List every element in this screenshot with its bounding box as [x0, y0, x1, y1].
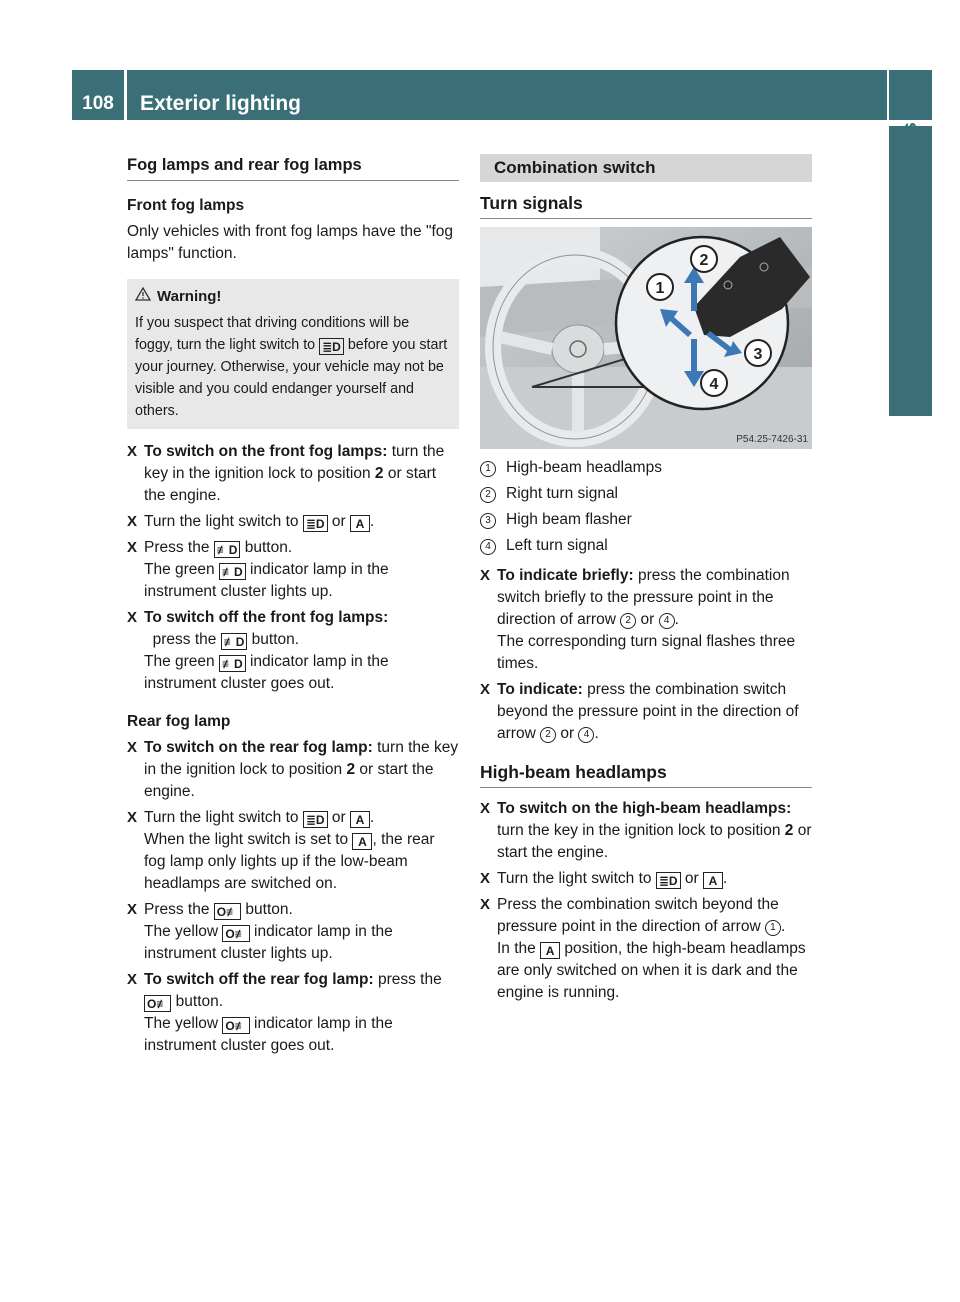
step-marker-icon: X — [480, 681, 491, 698]
step-text: Press the combination switch beyond the pressure point in the direction of arrow — [497, 896, 779, 935]
rear-fog-symbol: O≢ — [144, 995, 171, 1012]
front-step-2: X Turn the light switch to ≣D or A . — [127, 513, 375, 531]
step-marker-icon: X — [127, 809, 138, 826]
legend-label: High-beam headlamps — [506, 459, 662, 476]
step-text: Press the — [144, 901, 214, 918]
step-text: Turn the light switch to — [144, 809, 303, 826]
page-title: Exterior lighting — [140, 92, 302, 115]
combination-switch-band: Combination switch — [480, 154, 812, 182]
step-bold: To switch on the front fog lamps: — [144, 443, 388, 460]
step-text: or — [327, 513, 350, 530]
low-beam-symbol: ≣D — [303, 811, 328, 828]
step-text: or — [556, 725, 579, 742]
front-step-4 — [127, 607, 459, 695]
step-text: button. — [241, 901, 293, 918]
legend-item — [480, 507, 812, 533]
step-text: Turn the light switch to — [144, 513, 303, 530]
position-number: 2 — [784, 822, 794, 839]
step-text: or — [327, 809, 350, 826]
rear-fog-symbol: O≢ — [222, 925, 249, 942]
legend-item — [480, 481, 812, 507]
step-text: The corresponding turn signal flashes three times. — [497, 633, 796, 672]
step-marker-icon: X — [127, 971, 138, 988]
step-bold: To switch on the high-beam headlamps: — [497, 800, 792, 817]
position-number: 2 — [346, 761, 356, 778]
low-beam-symbol: ≣D — [656, 872, 681, 889]
step-text: When the light switch is set to — [144, 831, 353, 848]
step-text: button. — [240, 539, 293, 556]
step-marker-icon: X — [127, 739, 138, 756]
legend-label: Left turn signal — [506, 537, 608, 554]
high-step-2: X Turn the light switch to ≣D or A . — [480, 870, 728, 888]
legend-item — [480, 455, 812, 481]
step-bold: To switch off the rear fog lamp: — [144, 971, 374, 988]
step-text: The yellow — [144, 923, 223, 940]
auto-symbol: A — [540, 942, 560, 959]
step-text: press the combination switch briefly to the pressure point in the direction of arrow — [497, 567, 790, 628]
step-text: The green — [144, 653, 219, 670]
step-text: or — [680, 870, 703, 887]
step-marker-icon: X — [127, 901, 138, 918]
rear-fog-symbol: O≢ — [222, 1017, 249, 1034]
step-marker-icon: X — [480, 896, 491, 913]
front-step-1 — [127, 441, 459, 507]
steering-wheel-illustration — [480, 227, 812, 449]
front-step-3 — [127, 537, 459, 603]
step-text: The yellow — [144, 1015, 223, 1032]
auto-symbol: A — [352, 833, 372, 850]
figure-code: P54.25-7426-31 — [736, 434, 808, 445]
step-text: button. — [247, 631, 300, 648]
legend-number: 1 — [480, 461, 496, 477]
step-text: . — [594, 725, 599, 742]
arrow-4-ref: 4 — [578, 727, 594, 743]
step-marker-icon: X — [127, 609, 138, 626]
rear-step-4 — [127, 969, 459, 1057]
step-text: . — [674, 611, 679, 628]
step-text: indicator lamp in the instrument cluster goes out. — [144, 1015, 393, 1054]
step-text: button. — [171, 993, 224, 1010]
step-text: Turn the light switch to — [497, 870, 656, 887]
step-text: or start the engine. — [144, 465, 437, 504]
turn-step-2 — [480, 679, 812, 745]
rear-step-1 — [127, 737, 459, 803]
step-text: indicator lamp in the instrument cluster goes out. — [144, 653, 389, 692]
arrow-2-ref: 2 — [540, 727, 556, 743]
step-text: turn the key in the ignition lock to position — [144, 739, 459, 778]
right-column — [480, 154, 812, 1004]
warning-box — [127, 279, 459, 429]
low-beam-symbol: ≣D — [303, 515, 328, 532]
step-marker-icon: X — [480, 800, 491, 817]
legend-number: 3 — [480, 513, 496, 529]
step-bold: To indicate briefly: — [497, 567, 634, 584]
legend-number: 2 — [480, 487, 496, 503]
left-column — [127, 154, 459, 1057]
step-text: or start the engine. — [144, 761, 434, 800]
step-text: turn the key in the ignition lock to position — [144, 443, 445, 482]
step-text: In the — [497, 940, 541, 957]
high-step-3 — [480, 894, 812, 1004]
step-text: . — [780, 918, 786, 935]
step-marker-icon: X — [480, 567, 491, 584]
warning-title-text: Warning! — [157, 288, 222, 305]
step-text: press the combination switch beyond the pressure point in the direction of arrow — [497, 681, 799, 742]
turn-step-1 — [480, 565, 812, 675]
front-fog-symbol: ≢D — [219, 563, 246, 580]
step-marker-icon: X — [127, 513, 138, 530]
step-bold: To indicate: — [497, 681, 583, 698]
warning-title — [135, 286, 451, 308]
legend-item — [480, 533, 812, 559]
step-text: press the — [373, 971, 442, 988]
high-beam-title: High-beam headlamps — [480, 761, 812, 788]
step-text: indicator lamp in the instrument cluster lights up. — [144, 923, 393, 962]
legend-label: High beam flasher — [506, 511, 632, 528]
rear-fog-symbol: O≢ — [214, 903, 241, 920]
legend-number: 4 — [480, 539, 496, 555]
step-text: or — [636, 611, 659, 628]
high-step-1 — [480, 798, 812, 864]
step-marker-icon: X — [127, 539, 138, 556]
figure-legend — [480, 455, 812, 559]
combination-switch-figure — [480, 227, 812, 449]
rear-step-3 — [127, 899, 459, 965]
step-bold: To switch off the front fog lamps: — [144, 609, 389, 626]
front-fog-intro: Only vehicles with front fog lamps have the "fog lamps" function. — [127, 223, 453, 262]
front-fog-title: Front fog lamps — [127, 197, 245, 214]
figure-callout-1: 1 — [655, 280, 665, 297]
section-title-fog: Fog lamps and rear fog lamps — [127, 154, 459, 181]
auto-symbol: A — [350, 811, 370, 828]
front-fog-symbol: ≢D — [221, 633, 248, 650]
step-bold: To switch on the rear fog lamp: — [144, 739, 373, 756]
front-fog-symbol: ≢D — [219, 655, 246, 672]
figure-callout-2: 2 — [699, 252, 709, 269]
position-number: 2 — [374, 465, 384, 482]
rear-step-2: X Turn the light switch to ≣D or A . When the light switch is set to A , the rear fog lamp only lights up if the low-beam headlamps are switched on. — [127, 809, 435, 892]
step-text: turn the key in the ignition lock to position — [497, 822, 785, 839]
warning-triangle-icon — [135, 286, 157, 308]
arrow-2-ref: 2 — [620, 613, 636, 629]
step-text: press the — [144, 631, 221, 648]
legend-label: Right turn signal — [506, 485, 619, 502]
front-fog-symbol: ≢D — [214, 541, 241, 558]
step-text: Press the — [144, 539, 214, 556]
figure-callout-4: 4 — [709, 376, 719, 393]
arrow-4-ref: 4 — [659, 613, 675, 629]
step-text: The green — [144, 561, 219, 578]
warning-text-1: If you suspect that driving conditions will be foggy, turn the light switch to — [135, 315, 410, 353]
low-beam-symbol: ≣D — [319, 338, 344, 355]
auto-symbol: A — [703, 872, 723, 889]
step-marker-icon: X — [480, 870, 491, 887]
rear-fog-title: Rear fog lamp — [127, 713, 231, 730]
warning-text-2: before you start your journey. Otherwise, your vehicle may not be visible and you could endanger yourself and others. — [135, 337, 448, 419]
step-marker-icon: X — [127, 443, 138, 460]
side-tab-label: Lights and windshield wipers — [899, 122, 921, 401]
figure-callout-3: 3 — [753, 346, 763, 363]
warning-text — [135, 312, 451, 422]
header-divider — [124, 70, 127, 120]
arrow-1-ref: 1 — [765, 920, 781, 936]
page-number: 108 — [82, 93, 114, 114]
step-text: , the rear fog lamp only lights up if the low-beam headlamps are switched on. — [144, 831, 435, 892]
turn-signals-title: Turn signals — [480, 192, 812, 219]
step-text: position, the high-beam headlamps are only switched on when it is dark and the engine is running. — [497, 940, 806, 1001]
step-text: or start the engine. — [497, 822, 812, 861]
step-text: indicator lamp in the instrument cluster lights up. — [144, 561, 389, 600]
auto-symbol: A — [350, 515, 370, 532]
page-header — [72, 70, 887, 120]
